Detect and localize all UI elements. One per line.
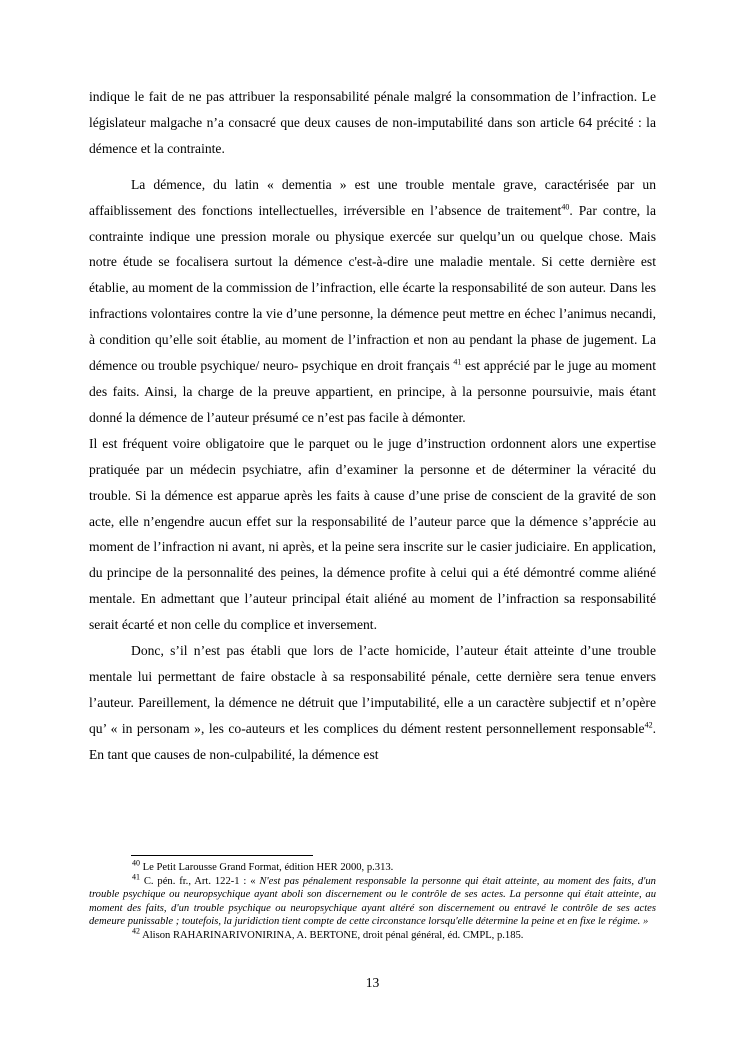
paragraph-2-part-b: . Par contre, la contrainte indique une pression morale ou physique exercée sur quelqu’un ou quelque chose. Mais notre étude se focalisera surtout la démence c'est-à-dire une maladie mentale. Si cette dernière est établie, au moment de la commission de l’infraction, elle écarte la responsabilité de son auteur. Dans les infractions volontaires contre la vie d’une personne, la démence peut mettre en échec l’animus necandi, à condition qu’elle soit établie, au moment de l’infraction et non au pendant la phase de jugement. La démence ou trouble psychique/ neuro- psychique en droit français [89,202,656,374]
footnote-separator [131,855,313,856]
page-number: 13 [365,975,380,990]
footnotes [89,858,656,943]
paragraph-2 [89,172,656,431]
footnote-ref-41[interactable]: 41 [453,357,462,367]
footnote-41-lead: C. pén. fr., Art. 122-1 : « [140,875,260,887]
page-body [89,84,656,768]
paragraph-4 [89,638,656,768]
footnote-ref-40[interactable]: 40 [561,202,570,212]
paragraph-4-part-a: Donc, s’il n’est pas établi que lors de l’acte homicide, l’auteur était atteinte d’une trouble mentale lui permettant de faire obstacle à sa responsabilité pénale, cette dernière sera tenue envers l’auteur. Pareillement, la démence ne détruit que l’imputabilité, elle a un caractère subjectif et n’opère qu’ « in personam », les co-auteurs et les complices du dément restent personnellement responsable [89,643,656,736]
paragraph-1: indique le fait de ne pas attribuer la responsabilité pénale malgré la consommation de l’infraction. Le législateur malgache n’a consacré que deux causes de non-imputabilité dans son article 64 précité : la démence et la contrainte. [89,89,656,156]
paragraph-4-part-b: . En tant que causes de non-culpabilité, la démence est [89,720,656,762]
footnote-42-text: Alison RAHARINARIVONIRINA, A. BERTONE, droit pénal général, éd. CMPL, p.185. [140,929,524,941]
footnote-41-number: 41 [132,872,140,882]
footnote-42 [89,926,656,943]
footnote-40-text: Le Petit Larousse Grand Format, édition HER 2000, p.313. [140,862,394,873]
footnote-40 [89,858,656,875]
footnote-41 [89,872,656,929]
paragraph-2-part-a: La démence, du latin « dementia » est une trouble mentale grave, caractérisée par un affaiblissement des fonctions intellectuelles, irréversible en l’absence de traitement [89,176,656,218]
footnote-42-number: 42 [132,926,140,936]
footnote-40-number: 40 [132,858,140,868]
footnote-ref-42[interactable]: 42 [644,720,653,730]
footnote-41-quote: N'est pas pénalement responsable la personne qui était atteinte, au moment des faits, d'un trouble psychique ou neuropsychique ayant aboli son discernement ou le contrôle de ses actes. La personne qui était atteinte, au moment des faits, d'un trouble psychique ou neuropsychique ayant altéré son discernement ou entravé le contrôle de ses actes demeure punissable ; toutefois, la juridiction tient compte de cette circonstance lorsqu'elle détermine la peine et en fixe le régime. » [89,875,656,928]
paragraph-3: Il est fréquent voire obligatoire que le parquet ou le juge d’instruction ordonnent alors une expertise pratiquée par un médecin psychiatre, afin d’examiner la personne et de déterminer la véracité du trouble. Si la démence est apparue après les faits à cause d’une prise de conscient de la gravité de son acte, elle n’engendre aucun effet sur la responsabilité de l’auteur parce que la démence s’apprécie au moment de l’infraction ni avant, ni après, et la peine sera inscrite sur le casier judiciaire. En application, du principe de la personnalité des peines, la démence profite à celui qui a été démontré comme aliéné mentale. En admettant que l’auteur principal était aliéné au moment de l’infraction sa responsabilité serait écarté et non celle du complice et inversement. [89,435,656,633]
paragraph-2-part-c: est apprécié par le juge au moment des faits. Ainsi, la charge de la preuve appartient, en principe, à la personne poursuivie, mais étant donné la démence de l’auteur présumé ce n’est pas facile à démonter. [89,358,657,425]
